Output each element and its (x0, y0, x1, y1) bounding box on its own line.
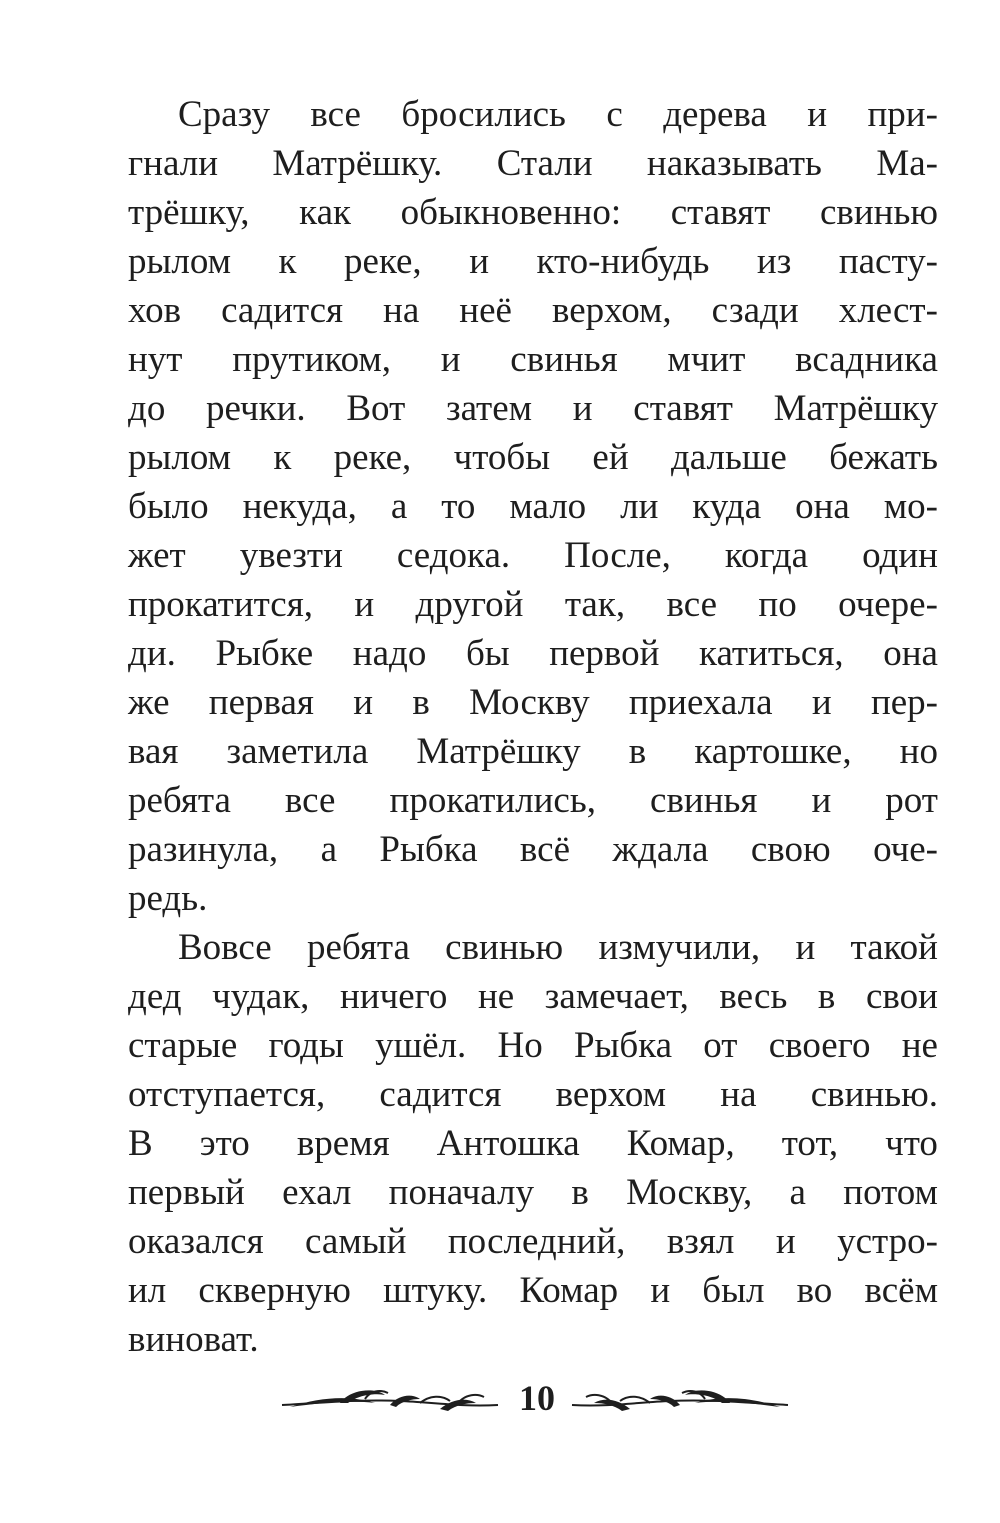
word: прокатились, (389, 780, 596, 821)
word: ждала (612, 829, 709, 870)
text-line (128, 825, 938, 874)
word: надо (352, 633, 427, 674)
word: один (862, 535, 938, 576)
word: а (320, 829, 337, 870)
word: от (703, 1025, 738, 1066)
word: к (273, 437, 292, 478)
word: рылом (128, 437, 232, 478)
page-footer (270, 1375, 790, 1425)
word: и (572, 388, 593, 429)
word: ставят (670, 192, 771, 233)
word: первый (128, 1172, 245, 1213)
word: своего (768, 1025, 871, 1066)
word: дед (128, 976, 182, 1017)
text-line (128, 286, 938, 335)
word: трёшку, (128, 192, 250, 233)
text-line (128, 139, 938, 188)
word: Матрёшку. (272, 143, 443, 184)
word: первой (549, 633, 660, 674)
page-number: 10 (519, 1378, 555, 1418)
word: не (901, 1025, 938, 1066)
word: Сразу (178, 94, 270, 135)
text-line (128, 580, 938, 629)
word: в (817, 976, 836, 1017)
word: же (128, 682, 170, 723)
word: чтобы (453, 437, 551, 478)
word: измучили, (598, 927, 761, 968)
word: было (128, 486, 209, 527)
word: виноват. (128, 1319, 259, 1360)
word: свинья (510, 339, 618, 380)
text-line (128, 384, 938, 433)
word: садится (379, 1074, 502, 1115)
word: приехала (628, 682, 773, 723)
word: садится (221, 290, 344, 331)
word: замечает, (544, 976, 689, 1017)
word: то (441, 486, 476, 527)
word: рылом (128, 241, 232, 282)
word: она (795, 486, 850, 527)
word: ребята (307, 927, 410, 968)
word: в (412, 682, 430, 723)
word: отступается, (128, 1074, 326, 1115)
word: пасту- (838, 241, 938, 282)
word: прокатится, (128, 584, 313, 625)
word: кто-нибудь (536, 241, 710, 282)
text-line (128, 1217, 938, 1266)
word: пер- (870, 682, 938, 723)
word: взял (666, 1221, 735, 1262)
word: свои (865, 976, 938, 1017)
word: из (756, 241, 792, 282)
word: Рыбка (379, 829, 478, 870)
word: Комар (519, 1270, 619, 1311)
word: Стали (496, 143, 593, 184)
word: нут (128, 339, 183, 380)
word: и (353, 682, 374, 723)
word: время (296, 1123, 390, 1164)
word: скверную (198, 1270, 351, 1311)
word: свинья (650, 780, 758, 821)
word: Антошка (436, 1123, 580, 1164)
word: Москву (469, 682, 590, 723)
word: реке, (344, 241, 422, 282)
word: свинью. (810, 1074, 938, 1115)
word: по (758, 584, 797, 625)
word: катиться, (699, 633, 844, 674)
flourish-left-icon (280, 1385, 500, 1415)
word: свою (750, 829, 831, 870)
word: мо- (883, 486, 938, 527)
text-line (128, 1266, 938, 1315)
text-line (128, 90, 938, 139)
word: ил (128, 1270, 167, 1311)
word: седока. (396, 535, 511, 576)
word: оче- (873, 829, 938, 870)
text-line (128, 237, 938, 286)
word: и (354, 584, 375, 625)
word: и (811, 682, 832, 723)
word: верхом, (551, 290, 672, 331)
word: заметила (226, 731, 369, 772)
word: не (477, 976, 515, 1017)
word: что (885, 1123, 938, 1164)
word: речки. (206, 388, 306, 429)
text-line (128, 1168, 938, 1217)
text-line (128, 874, 938, 923)
word: первая (208, 682, 314, 723)
word: бросились (401, 94, 566, 135)
word: вая (128, 731, 179, 772)
word: реке, (333, 437, 412, 478)
text-line (128, 188, 938, 237)
word: и (650, 1270, 671, 1311)
page-text (128, 90, 938, 1364)
word: с (606, 94, 623, 135)
word: годы (268, 1025, 344, 1066)
word: Но (497, 1025, 543, 1066)
text-line (128, 1021, 938, 1070)
word: ди. (128, 633, 176, 674)
text-line (128, 923, 938, 972)
word: всём (864, 1270, 938, 1311)
word: такой (850, 927, 938, 968)
word: штуку. (383, 1270, 488, 1311)
word: Вовсе (178, 927, 272, 968)
word: увезти (239, 535, 343, 576)
word: некуда, (242, 486, 357, 527)
word: Рыбке (215, 633, 314, 674)
word: дерева (663, 94, 767, 135)
word: она (883, 633, 938, 674)
word: рот (885, 780, 938, 821)
text-line (128, 482, 938, 531)
word: всадника (795, 339, 938, 380)
word: В (128, 1123, 153, 1164)
word: хлест- (838, 290, 938, 331)
word: а (390, 486, 408, 527)
word: Матрёшку (773, 388, 938, 429)
flourish-right-icon (570, 1385, 790, 1415)
word: когда (724, 535, 809, 576)
word: в (571, 1172, 589, 1213)
word: и (795, 927, 816, 968)
word: ничего (340, 976, 448, 1017)
word: к (278, 241, 297, 282)
word: поначалу (388, 1172, 535, 1213)
text-line (128, 1315, 938, 1364)
word: всё (519, 829, 571, 870)
word: до (128, 388, 166, 429)
text-line (128, 1119, 938, 1168)
word: оказался (128, 1221, 264, 1262)
word: Матрёшку (416, 731, 581, 772)
word: чудак, (212, 976, 310, 1017)
word: был (702, 1270, 765, 1311)
text-line (128, 335, 938, 384)
word: После, (564, 535, 671, 576)
word: самый (305, 1221, 407, 1262)
word: и (469, 241, 489, 282)
word: бежать (829, 437, 938, 478)
word: бы (465, 633, 510, 674)
word: ушёл. (375, 1025, 467, 1066)
word: ли (620, 486, 659, 527)
text-line (128, 727, 938, 776)
word: так, (564, 584, 626, 625)
word: наказывать (646, 143, 822, 184)
word: дальше (670, 437, 787, 478)
word: мчит (667, 339, 746, 380)
word: обыкновенно: (400, 192, 622, 233)
word: последний, (447, 1221, 626, 1262)
word: при- (867, 94, 938, 135)
word: и (775, 1221, 796, 1262)
word: мало (509, 486, 587, 527)
word: весь (719, 976, 788, 1017)
word: жет (128, 535, 186, 576)
word: Комар, (626, 1123, 735, 1164)
word: все (284, 780, 336, 821)
word: как (299, 192, 351, 233)
word: ей (592, 437, 629, 478)
word: Москву, (626, 1172, 753, 1213)
word: Ма- (876, 143, 938, 184)
word: свинью (445, 927, 564, 968)
word: прутиком, (232, 339, 392, 380)
word: сзади (711, 290, 799, 331)
word: потом (843, 1172, 938, 1213)
word: хов (128, 290, 182, 331)
word: разинула, (128, 829, 279, 870)
word: Рыбка (573, 1025, 673, 1066)
text-line (128, 1070, 938, 1119)
word: другой (415, 584, 524, 625)
word: все (666, 584, 718, 625)
word: на (720, 1074, 757, 1115)
text-line (128, 531, 938, 580)
word: во (796, 1270, 833, 1311)
word: ставят (633, 388, 733, 429)
word: на (383, 290, 420, 331)
word: а (789, 1172, 806, 1213)
word: тот, (781, 1123, 839, 1164)
text-line (128, 433, 938, 482)
word: и (811, 780, 832, 821)
word: верхом (555, 1074, 667, 1115)
word: ребята (128, 780, 231, 821)
word: все (310, 94, 361, 135)
word: старые (128, 1025, 238, 1066)
text-line (128, 678, 938, 727)
word: ехал (282, 1172, 352, 1213)
word: но (899, 731, 938, 772)
word: редь. (128, 878, 208, 919)
text-line (128, 776, 938, 825)
word: куда (692, 486, 762, 527)
word: неё (459, 290, 512, 331)
word: устро- (837, 1221, 938, 1262)
text-line (128, 629, 938, 678)
word: затем (445, 388, 533, 429)
word: в (628, 731, 647, 772)
word: это (199, 1123, 250, 1164)
word: Вот (346, 388, 406, 429)
word: свинью (819, 192, 938, 233)
word: гнали (128, 143, 218, 184)
word: картошке, (694, 731, 852, 772)
word: и (807, 94, 828, 135)
word: и (440, 339, 461, 380)
text-line (128, 972, 938, 1021)
word: очере- (838, 584, 938, 625)
